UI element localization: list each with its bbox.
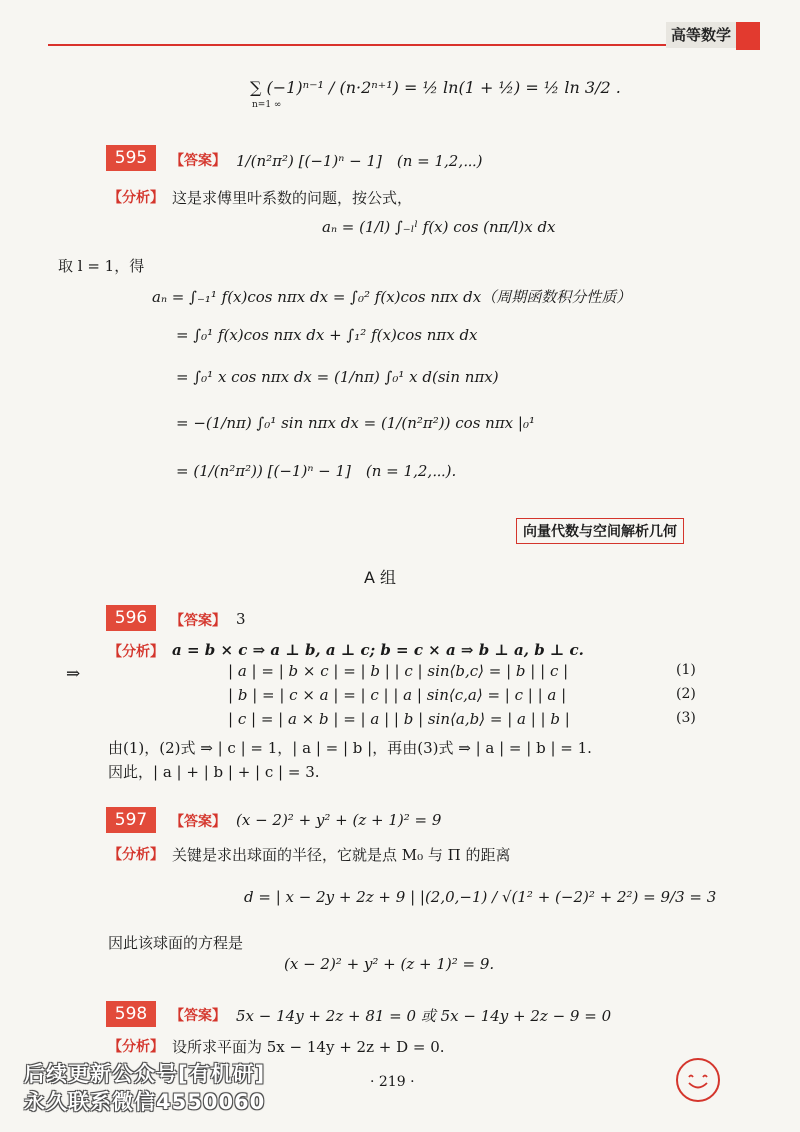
eq-596-3: | c | = | a × b | = | a | | b | sin⟨a,b⟩ = | a | | b | <box>228 710 570 728</box>
section-label: 向量代数与空间解析几何 <box>516 518 684 544</box>
implies-arrow: ⇒ <box>66 664 81 684</box>
answer-tag: 【答案】 <box>170 814 226 830</box>
analysis-tag: 【分析】 <box>108 1039 164 1055</box>
analysis-tag: 【分析】 <box>108 847 164 863</box>
top-formula-sub: n=1 ∞ <box>252 100 282 110</box>
question-number-598: 598 <box>106 1001 156 1027</box>
header-accent <box>736 22 760 50</box>
answer-595: 1/(n²π²) [(−1)ⁿ − 1] (n = 1,2,⋯) <box>236 152 483 170</box>
answer-598: 5x − 14y + 2z + 81 = 0 或 5x − 14y + 2z − 9 = 0 <box>236 1007 612 1025</box>
top-formula: ∑ (−1)ⁿ⁻¹ / (n·2ⁿ⁺¹) = ½ ln(1 + ½) = ½ ln 3/2 . <box>250 78 621 97</box>
answer-tag: 【答案】 <box>170 1008 226 1024</box>
analysis-597: 关键是求出球面的半径，它就是点 M₀ 与 Π 的距离 <box>172 846 511 864</box>
step-595-5: = (1/(n²π²)) [(−1)ⁿ − 1] (n = 1,2,⋯). <box>176 462 457 480</box>
group-title: A 组 <box>364 568 397 587</box>
step-595-1: aₙ = ∫₋₁¹ f(x)cos nπx dx = ∫₀² f(x)cos nπx dx（周期函数积分性质） <box>152 288 632 306</box>
question-number-597: 597 <box>106 807 156 833</box>
step-595-3: = ∫₀¹ x cos nπx dx = (1/nπ) ∫₀¹ x d(sin nπx) <box>176 368 499 386</box>
formula-597: d = | x − 2y + 2z + 9 | |(2,0,−1) / √(1² + (−2)² + 2²) = 9/3 = 3 <box>244 888 717 906</box>
step-595-4: = −(1/nπ) ∫₀¹ sin nπx dx = (1/(n²π²)) cos nπx |₀¹ <box>176 414 535 432</box>
analysis-tag: 【分析】 <box>108 190 164 206</box>
question-number-595: 595 <box>106 145 156 171</box>
watermark-line-2: 永久联系微信4550060 <box>24 1090 266 1114</box>
smiley-icon <box>676 1058 720 1102</box>
question-number-596: 596 <box>106 605 156 631</box>
answer-tag: 【答案】 <box>170 613 226 629</box>
analysis-tag: 【分析】 <box>108 644 164 660</box>
page-number: · 219 · <box>370 1074 415 1090</box>
watermark-line-1: 后续更新公众号[有机研] <box>24 1062 266 1086</box>
analysis-596: a = b × c ⇒ a ⊥ b, a ⊥ c; b = c × a ⇒ b ⊥ a, b ⊥ c. <box>172 641 584 659</box>
formula-595: aₙ = (1/l) ∫₋ₗˡ f(x) cos (nπ/l)x dx <box>322 218 556 236</box>
conclusion-596-1: 由(1)，(2)式 ⇒ | c | = 1，| a | = | b |，再由(3)式 ⇒ | a | = | b | = 1. <box>108 739 592 757</box>
take-l: 取 l = 1，得 <box>58 257 145 275</box>
eq-number-1: (1) <box>676 662 696 678</box>
analysis-598: 设所求平面为 5x − 14y + 2z + D = 0. <box>172 1038 445 1056</box>
answer-tag: 【答案】 <box>170 153 226 169</box>
answer-597: (x − 2)² + y² + (z + 1)² = 9 <box>236 811 442 829</box>
answer-596: 3 <box>236 610 246 628</box>
step-595-2: = ∫₀¹ f(x)cos nπx dx + ∫₁² f(x)cos nπx dx <box>176 326 478 344</box>
header-title: 高等数学 <box>666 22 736 48</box>
result-597: (x − 2)² + y² + (z + 1)² = 9. <box>284 955 495 973</box>
eq-number-2: (2) <box>676 686 696 702</box>
header-rule <box>48 44 738 46</box>
conclusion-596-2: 因此，| a | + | b | + | c | = 3. <box>108 763 320 781</box>
line-597: 因此该球面的方程是 <box>108 934 244 952</box>
eq-number-3: (3) <box>676 710 696 726</box>
eq-596-1: | a | = | b × c | = | b | | c | sin⟨b,c⟩ = | b | | c | <box>228 662 569 680</box>
eq-596-2: | b | = | c × a | = | c | | a | sin⟨c,a⟩ = | c | | a | <box>228 686 567 704</box>
analysis-595: 这是求傅里叶系数的问题，按公式， <box>172 189 413 207</box>
